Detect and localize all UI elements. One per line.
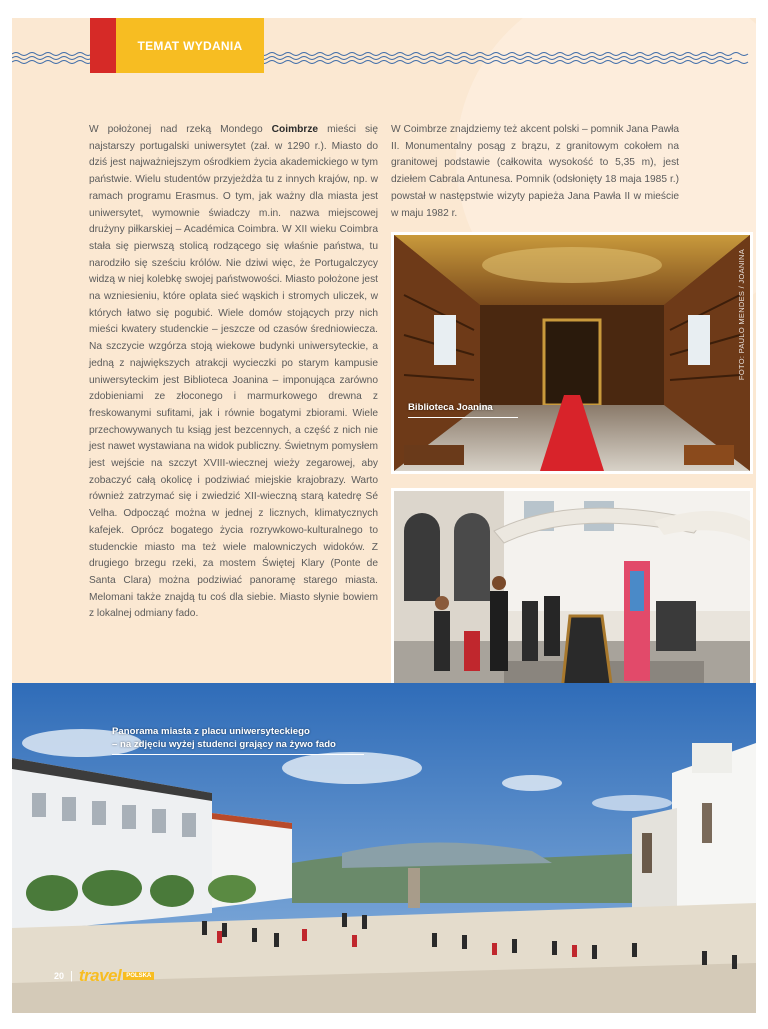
library-illustration [394, 235, 750, 471]
panorama-photo [12, 683, 756, 1013]
footer-separator: | [70, 970, 73, 982]
section-tag [116, 18, 264, 73]
caption-underline [112, 754, 364, 755]
photo-credit: FOTO: PAULO MENDES / JOANINA [737, 249, 746, 381]
page-footer [54, 966, 154, 986]
panorama-caption [112, 725, 364, 755]
article-body-left: mieści się najstarszy portugalski uniwersytet (zał. w 1290 r.). Miasto do dziś jest najważniejszym ośrodkiem życia akademickiego w tym państwie. Wielu studentów przyjeżdża tu z innych krajów, np. w ramach programu Erasmus. O tym, jak ważny dla miasta jest uniwersytet, wymownie świadczy m.in. nazwa miejscowej drużyny piłkarskiej – Académica Coimbra. W XII wieku Coimbra stała się pierwszą stolicą rodzącego się właśnie państwa, tu narodziło się sześciu królów. Nie dziwi więc, że Portugalczycy widzą w niej kolebkę swojej państwowości. Miasto położone jest na wzniesieniu, które oplata sieć wąskich i stromych uliczek, w których łatwo się pogubić. Wiele domów stojących przy nich mieści kwatery studenckie – jeszcze od czasów średniowiecza. Na szczycie wzgórza stoją wiekowe budynki uniwersyteckie, a jedną z największych atrakcji wycieczki po starym kampusie uniwersyteckim jest Biblioteca Joanina – imponująca zarówno zdobieniami ze złoconego i marmurkowego drewna z freskowanymi sufitami, jak i równie bogatymi zbiorami. Wiele przechowywanych tu ksiąg jest bezcennych, a część z nich nie jest nawet wystawiana na widok publiczny. Świetnym pomysłem jest wejście na szczyt XVIII-wiecznej wieży zegarowej, aby zobaczyć całą okolicę i podziwiać miejskie krajobrazy. Warto również zatrzymać się i zwiedzić XII-wieczną starą katedrę Sé Velha. Odpocząć można w jednej z licznych, klimatycznych kafejek. Oprócz bogatego życia rozrywkowo-kulturalnego to studenckie miasto ma też wiele malowniczych widoków. Z drugiego brzegu rzeki, za mostem Świętej Klary (Ponte de Santa Clara) można podziwiać panoramę starego miasta. Melomani także znajdą tu coś dla siebie. Miasto słynie bowiem z lokalnej odmiany fado. [89, 124, 378, 620]
library-caption-text: Biblioteca Joanina [408, 402, 493, 413]
article-left-column [89, 122, 378, 623]
section-tag-label: TEMAT WYDANIA [137, 38, 243, 53]
travel-logo-sub: POLSKA [123, 972, 154, 980]
travel-logo: travel [78, 966, 122, 985]
article-city-name: Coimbrze [271, 124, 319, 135]
library-caption [408, 401, 518, 418]
panorama-caption-line1: Panorama miasta z placu uniwersyteckiego [112, 726, 310, 737]
caption-underline [408, 417, 518, 418]
section-tag-red-block [90, 18, 116, 73]
article-body-right: W Coimbrze znajdziemy też akcent polski – pomnik Jana Pawła II. Monumentalny posąg z brązu, z granitowym cokołem na granitowej podstawie (całkowita wysokość to 5,35 m), jest dziełem Cabrala Antunesa. Pomnik (odsłonięty 18 maja 1985 r.) powstał w następstwie wizyty papieża Jana Pawła II w mieście w maju 1982 r. [391, 124, 679, 219]
article-right-column [391, 122, 679, 222]
panorama-caption-line2: – na zdjęciu wyżej studenci grający na żywo fado [112, 739, 336, 750]
magazine-page [12, 18, 756, 1013]
page-number: 20 [54, 971, 65, 981]
library-photo [391, 232, 753, 474]
article-intro: W położonej nad rzeką Mondego [89, 124, 272, 135]
